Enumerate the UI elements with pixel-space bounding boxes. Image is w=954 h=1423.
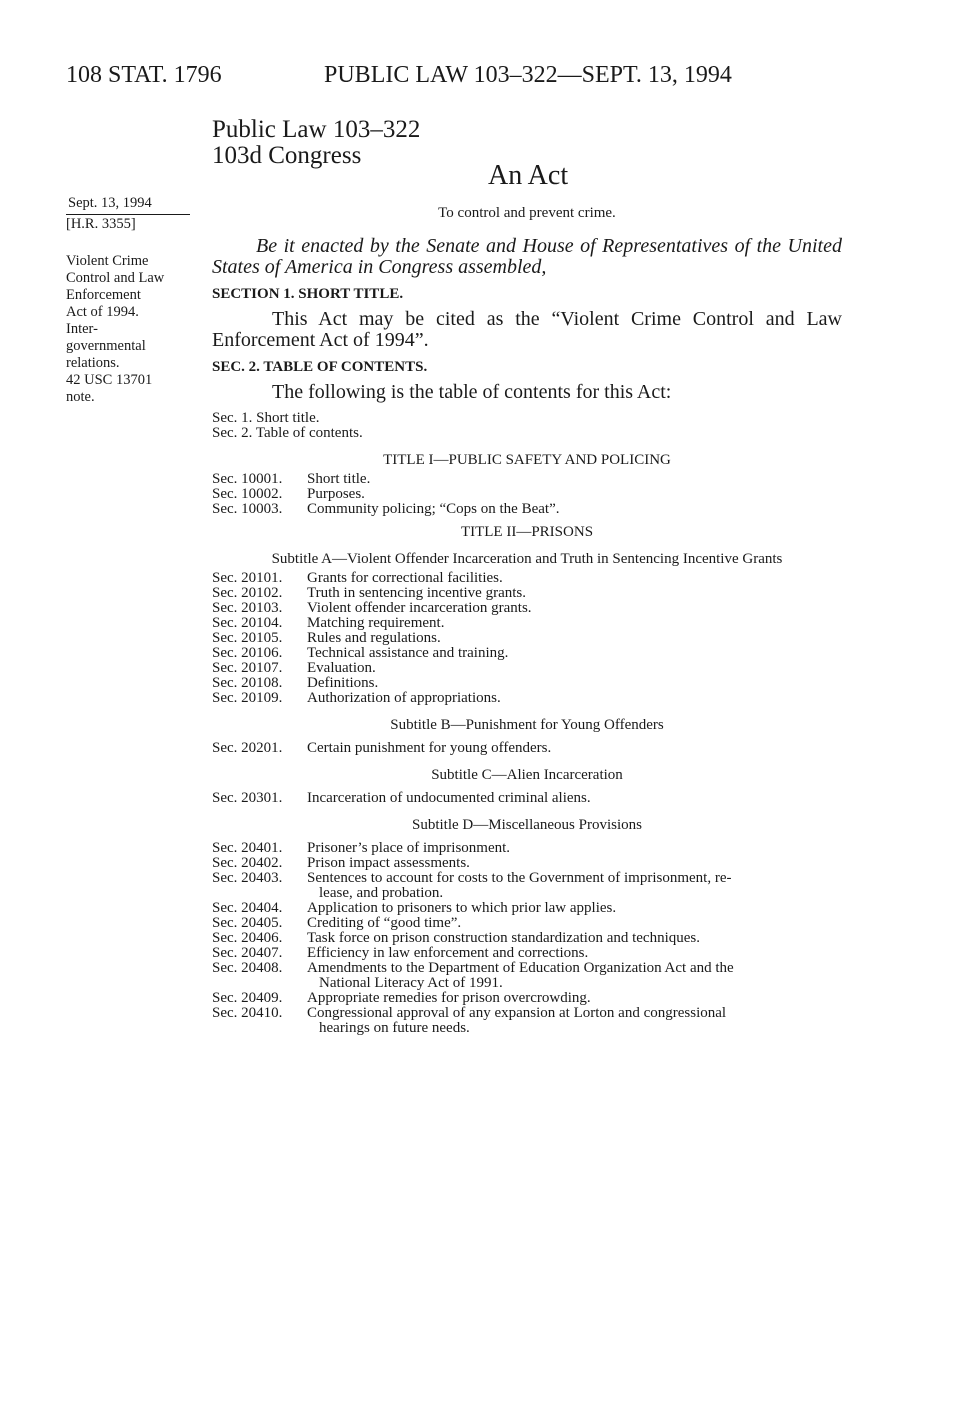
- toc-title-heading: TITLE I—PUBLIC SAFETY AND POLICING: [383, 452, 671, 468]
- toc-section-title-text: Sentences to account for costs to the Government of imprisonment, re-: [307, 870, 732, 886]
- toc-section-title-text: Authorization of appropriations.: [307, 690, 501, 706]
- toc-section-title: [307, 601, 842, 616]
- toc-row: [212, 791, 842, 806]
- toc-section-title: [307, 631, 842, 646]
- toc-row: [212, 472, 842, 487]
- toc-section-title: [307, 661, 842, 676]
- toc-row: [212, 487, 842, 502]
- toc-section-title: [307, 931, 842, 946]
- toc-section-title: [307, 991, 842, 1006]
- toc-section-number: Sec. 20108.: [212, 675, 283, 691]
- toc-section-title-text: Crediting of “good time”.: [307, 915, 462, 931]
- toc-subtitle-heading: Subtitle B—Punishment for Young Offenders: [390, 717, 664, 733]
- toc-section-title-text: Congressional approval of any expansion at Lorton and congressional: [307, 1005, 727, 1021]
- toc-entry: Sec. 2. Table of contents.: [212, 425, 363, 441]
- public-law-number: Public Law 103–322: [212, 116, 421, 143]
- section-2-text: The following is the table of contents for this Act:: [272, 381, 672, 403]
- toc-title-heading: TITLE II—PRISONS: [460, 524, 594, 540]
- toc-section-number: Sec. 20105.: [212, 630, 283, 646]
- toc-section-title-text: Prisoner’s place of imprisonment.: [307, 840, 511, 856]
- toc-row: [212, 691, 842, 706]
- toc-section-title-continuation: hearings on future needs.: [319, 1020, 470, 1036]
- act-heading: An Act: [488, 160, 569, 191]
- section-2-heading: SEC. 2. TABLE OF CONTENTS.: [212, 359, 428, 375]
- toc-section-title: [307, 901, 842, 916]
- toc-row: [212, 676, 842, 691]
- toc-section-title: [307, 472, 842, 487]
- toc-section-number: Sec. 20102.: [212, 585, 283, 601]
- toc-section-title: [307, 691, 842, 706]
- toc-row: [212, 601, 842, 616]
- toc-section-title-text: Certain punishment for young offenders.: [307, 740, 552, 756]
- page-stat-citation: 108 STAT. 1796: [66, 62, 222, 88]
- toc-section-title-text: Appropriate remedies for prison overcrowding.: [307, 990, 591, 1006]
- margin-subject-notes: [66, 253, 190, 406]
- toc-section-title-continuation: National Literacy Act of 1991.: [319, 975, 503, 991]
- toc-section-title: [307, 871, 842, 901]
- toc-list: [212, 791, 842, 806]
- toc-section-title: [307, 676, 842, 691]
- toc-section-number: Sec. 20103.: [212, 600, 283, 616]
- toc-section-number: Sec. 20107.: [212, 660, 283, 676]
- toc-section-title: [307, 571, 842, 586]
- toc-row: [212, 571, 842, 586]
- toc-section-number: Sec. 20301.: [212, 790, 283, 806]
- toc-section-title-text: Task force on prison construction standardization and techniques.: [307, 930, 701, 946]
- section-1-heading: SECTION 1. SHORT TITLE.: [212, 286, 404, 302]
- toc-section-title: [307, 616, 842, 631]
- toc-section-title: [307, 961, 842, 991]
- toc-section-title-text: Technical assistance and training.: [307, 645, 509, 661]
- toc-section-title-text: Matching requirement.: [307, 615, 445, 631]
- section-1-text: This Act may be cited as the “Violent Crime Control and Law Enforcement Act of 1994”.: [212, 308, 842, 351]
- toc-list: [212, 472, 842, 517]
- toc-section-title-text: Application to prisoners to which prior law applies.: [307, 900, 617, 916]
- act-purpose: To control and prevent crime.: [438, 205, 616, 221]
- toc-section-title-text: Evaluation.: [307, 660, 376, 676]
- margin-note-line: 42 USC 13701: [66, 372, 153, 388]
- toc-section-number: Sec. 20402.: [212, 855, 283, 871]
- toc-section-number: Sec. 20410.: [212, 1005, 283, 1021]
- toc-section-title-text: Community policing; “Cops on the Beat”.: [307, 501, 560, 517]
- toc-row: [212, 946, 842, 961]
- margin-note-line: Violent Crime: [66, 253, 149, 269]
- toc-row: [212, 586, 842, 601]
- toc-subtitle-heading: Subtitle A—Violent Offender Incarceration and Truth in Sentencing Incentive Grants: [271, 551, 783, 567]
- toc-section-title: [307, 841, 842, 856]
- toc-section-number: Sec. 20409.: [212, 990, 283, 1006]
- toc-section-title: [307, 1006, 842, 1036]
- toc-entry: Sec. 1. Short title.: [212, 410, 320, 426]
- toc-section-title: [307, 586, 842, 601]
- margin-note-line: Control and Law: [66, 270, 165, 286]
- toc-row: [212, 931, 842, 946]
- margin-notes: [66, 195, 190, 406]
- toc-section-title: [307, 856, 842, 871]
- toc-section-title-text: Definitions.: [307, 675, 379, 691]
- toc-row: [212, 661, 842, 676]
- toc-list: [212, 571, 842, 706]
- toc-subtitle-heading: Subtitle C—Alien Incarceration: [431, 767, 623, 783]
- enacting-clause: Be it enacted by the Senate and House of Representatives of the United States of America in Congress assembled,: [212, 235, 842, 278]
- toc-subtitle-heading: Subtitle D—Miscellaneous Provisions: [412, 817, 642, 833]
- toc-section-title-text: Prison impact assessments.: [307, 855, 470, 871]
- toc-section-title-text: Efficiency in law enforcement and corrections.: [307, 945, 589, 961]
- margin-note-line: Inter-: [66, 321, 98, 337]
- margin-bill-number: [H.R. 3355]: [66, 214, 190, 233]
- margin-note-line: relations.: [66, 355, 120, 371]
- margin-note-line: note.: [66, 389, 95, 405]
- toc-row: [212, 871, 842, 901]
- toc-section-number: Sec. 20407.: [212, 945, 283, 961]
- toc-section-title-text: Rules and regulations.: [307, 630, 441, 646]
- toc-row: [212, 856, 842, 871]
- toc-section-title: [307, 646, 842, 661]
- toc-row: [212, 841, 842, 856]
- toc-section-number: Sec. 20101.: [212, 570, 283, 586]
- toc-section-title: [307, 741, 842, 756]
- toc-section-number: Sec. 20401.: [212, 840, 283, 856]
- toc-section-title: [307, 791, 842, 806]
- toc-row: [212, 631, 842, 646]
- toc-list: [212, 741, 842, 756]
- toc-row: [212, 961, 842, 991]
- toc-section-title-text: Grants for correctional facilities.: [307, 570, 503, 586]
- toc-row: [212, 741, 842, 756]
- toc-section-title: [307, 916, 842, 931]
- toc-section-number: Sec. 20109.: [212, 690, 283, 706]
- toc-row: [212, 916, 842, 931]
- congress-number: 103d Congress: [212, 142, 362, 169]
- toc-section-title: [307, 946, 842, 961]
- act-body: [212, 236, 842, 1036]
- margin-note-line: Act of 1994.: [66, 304, 139, 320]
- toc-row: [212, 1006, 842, 1036]
- toc-section-number: Sec. 20201.: [212, 740, 283, 756]
- toc-row: [212, 502, 842, 517]
- toc-section-title-text: Truth in sentencing incentive grants.: [307, 585, 526, 601]
- toc-section-number: Sec. 20406.: [212, 930, 283, 946]
- toc-section-title-text: Short title.: [307, 471, 371, 487]
- toc-section-number: Sec. 20404.: [212, 900, 283, 916]
- toc-section-number: Sec. 10003.: [212, 501, 283, 517]
- toc-list: [212, 841, 842, 1036]
- toc-section-number: Sec. 20408.: [212, 960, 283, 976]
- toc-section-number: Sec. 20104.: [212, 615, 283, 631]
- toc-section-number: Sec. 20405.: [212, 915, 283, 931]
- margin-note-line: Enforcement: [66, 287, 141, 303]
- toc-section-title-text: Violent offender incarceration grants.: [307, 600, 532, 616]
- running-head: PUBLIC LAW 103–322—SEPT. 13, 1994: [324, 62, 732, 88]
- toc-section-number: Sec. 10002.: [212, 486, 283, 502]
- toc-section-title: [307, 487, 842, 502]
- toc-section-number: Sec. 20106.: [212, 645, 283, 661]
- toc-row: [212, 901, 842, 916]
- margin-date: Sept. 13, 1994: [68, 195, 152, 211]
- toc-section-title-text: Incarceration of undocumented criminal aliens.: [307, 790, 591, 806]
- toc-section-number: Sec. 10001.: [212, 471, 283, 487]
- toc-row: [212, 991, 842, 1006]
- toc-row: [212, 616, 842, 631]
- toc-row: [212, 646, 842, 661]
- margin-note-line: governmental: [66, 338, 146, 354]
- toc-section-title-text: Amendments to the Department of Education Organization Act and the: [307, 960, 734, 976]
- toc-section-number: Sec. 20403.: [212, 870, 283, 886]
- toc-section-title-continuation: lease, and probation.: [319, 885, 444, 901]
- toc-section-title-text: Purposes.: [307, 486, 365, 502]
- toc-section-title: [307, 502, 842, 517]
